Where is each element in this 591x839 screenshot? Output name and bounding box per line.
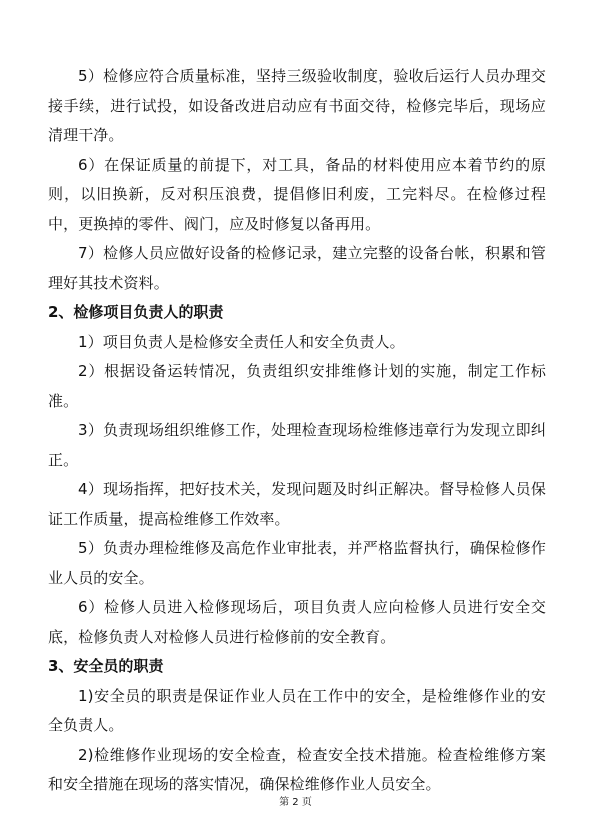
paragraph-leader-5: 5）负责办理检维修及高危作业审批表，并严格监督执行，确保检修作业人员的安全。 xyxy=(48,539,546,587)
paragraph-item-7-maintenance-records: 7）检修人员应做好设备的检修记录，建立完整的设备台帐，积累和管理好其技术资料。 xyxy=(48,244,546,292)
paragraph-leader-4: 4）现场指挥，把好技术关，发现问题及时纠正解决。督导检修人员保证工作质量，提高检维修工作效率。 xyxy=(48,480,546,528)
paragraph-leader-1: 1）项目负责人是检修安全责任人和安全负责人。 xyxy=(78,332,405,351)
document-body xyxy=(48,62,546,800)
paragraph-item-5-quality-standard: 5）检修应符合质量标准，坚持三级验收制度，验收后运行人员办理交接手续，进行试投，如设备改进启动应有书面交待，检修完毕后，现场应清理干净。 xyxy=(48,67,546,144)
paragraph-safety-2: 2)检维修作业现场的安全检查，检查安全技术措施。检查检维修方案和安全措施在现场的落实情况，确保检维修作业人员安全。 xyxy=(48,745,546,793)
paragraph-leader-6: 6）检修人员进入检修现场后，项目负责人应向检修人员进行安全交底，检修负责人对检修人员进行检修前的安全教育。 xyxy=(48,598,546,646)
paragraph-item-6-material-saving: 6）在保证质量的前提下，对工具，备品的材料使用应本着节约的原则，以旧换新，反对积压浪费，提倡修旧利废，工完料尽。在检修过程中，更换掉的零件、阀门，应及时修复以备再用。 xyxy=(48,155,546,233)
paragraph-leader-3: 3）负责现场组织维修工作，处理检查现场检维修违章行为发现立即纠正。 xyxy=(48,421,546,469)
paragraph-leader-2: 2）根据设备运转情况，负责组织安排维修计划的实施，制定工作标准。 xyxy=(48,362,546,410)
page-number: 第 2 页 xyxy=(279,797,312,808)
section-heading-project-leader: 2、检修项目负责人的职责 xyxy=(48,303,224,321)
section-heading-safety-officer: 3、安全员的职责 xyxy=(48,657,164,675)
paragraph-safety-1: 1)安全员的职责是保证作业人员在工作中的安全，是检维修作业的安全负责人。 xyxy=(48,686,546,734)
